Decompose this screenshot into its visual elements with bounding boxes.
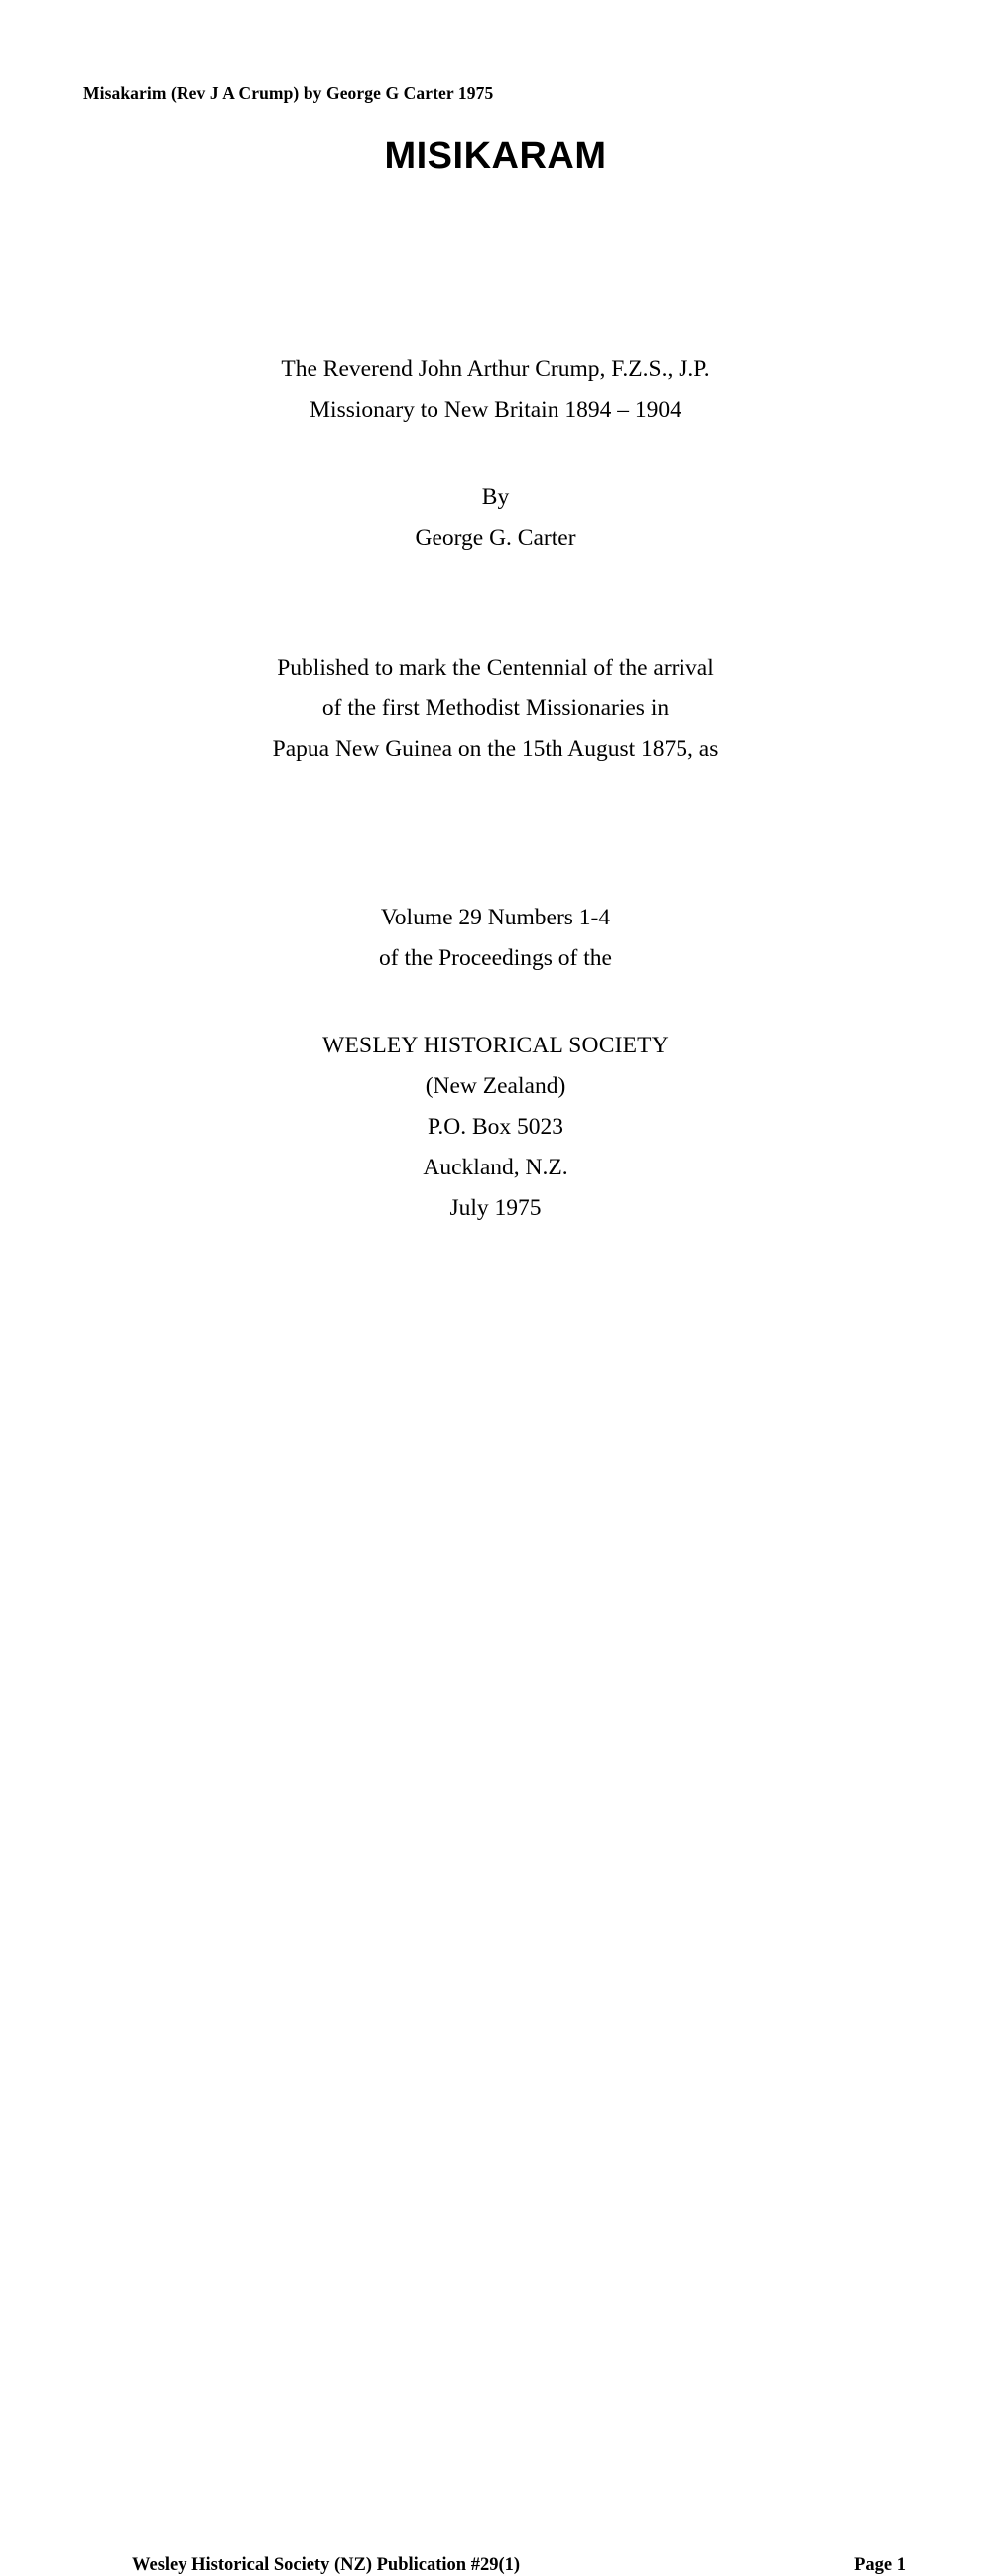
publication-note-line-2: of the first Methodist Missionaries in — [321, 695, 670, 721]
by-label: By — [481, 484, 510, 510]
footer-page-number: Page 1 — [854, 2555, 906, 2575]
society-country: (New Zealand) — [425, 1073, 566, 1099]
publication-note-block — [0, 648, 991, 770]
society-name: WESLEY HISTORICAL SOCIETY — [322, 1033, 669, 1058]
page-footer — [0, 1288, 991, 2575]
volume-line-1: Volume 29 Numbers 1-4 — [380, 905, 611, 930]
publication-note-line-3: Papua New Guinea on the 15th August 1875, as — [272, 736, 719, 762]
footer-publication-label: Wesley Historical Society (NZ) Publication #29(1) — [132, 2555, 521, 2575]
subtitle-line-1: The Reverend John Arthur Crump, F.Z.S., J.P. — [281, 356, 710, 382]
volume-block — [0, 898, 991, 979]
page-title: MISIKARAM — [384, 135, 607, 177]
author-block — [0, 477, 991, 558]
subtitle-line-2: Missionary to New Britain 1894 – 1904 — [310, 397, 681, 423]
author-name: George G. Carter — [415, 525, 576, 551]
publication-note-line-1: Published to mark the Centennial of the arrival — [277, 655, 714, 680]
society-city: Auckland, N.Z. — [423, 1155, 568, 1180]
society-po-box: P.O. Box 5023 — [427, 1114, 564, 1140]
society-date: July 1975 — [449, 1195, 542, 1221]
society-block — [0, 1026, 991, 1229]
volume-line-2: of the Proceedings of the — [379, 945, 612, 971]
running-head: Misakarim (Rev J A Crump) by George G Carter 1975 — [83, 83, 494, 103]
subtitle-block — [0, 349, 991, 430]
